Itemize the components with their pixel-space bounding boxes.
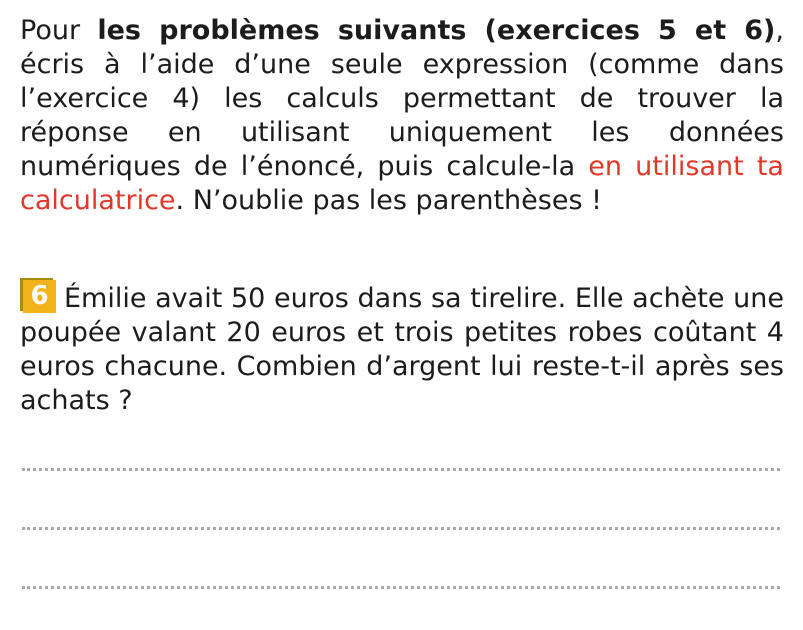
answer-line-1[interactable] bbox=[22, 468, 780, 471]
instructions-highlight: en utilisant ta calculatrice bbox=[20, 151, 784, 216]
exercise-number: 6 bbox=[23, 280, 56, 313]
exercise-6-statement bbox=[20, 278, 784, 418]
instructions-text-start: Pour bbox=[20, 15, 98, 46]
instructions-text-middle: , écris à l’aide d’une seule expression (comme dans l’exercice 4) les calculs permettant de trouver la réponse en utilisant uniquement les données numériques de l’énoncé, puis calcule-la bbox=[20, 15, 784, 182]
instructions-paragraph bbox=[20, 14, 784, 218]
answer-line-2[interactable] bbox=[22, 527, 780, 530]
instructions-bold-text: les problèmes suivants (exercices 5 et 6) bbox=[97, 15, 776, 46]
exercise-number-badge bbox=[20, 278, 56, 313]
exercise-text: Émilie avait 50 euros dans sa tirelire. Elle achète une poupée valant 20 euros et trois petites robes coûtant 4 euros chacune. Combien d’argent lui reste-t-il après ses achats ? bbox=[20, 283, 784, 416]
answer-line-3[interactable] bbox=[22, 586, 780, 589]
instructions-text-end: . N’oublie pas les parenthèses ! bbox=[175, 185, 602, 216]
